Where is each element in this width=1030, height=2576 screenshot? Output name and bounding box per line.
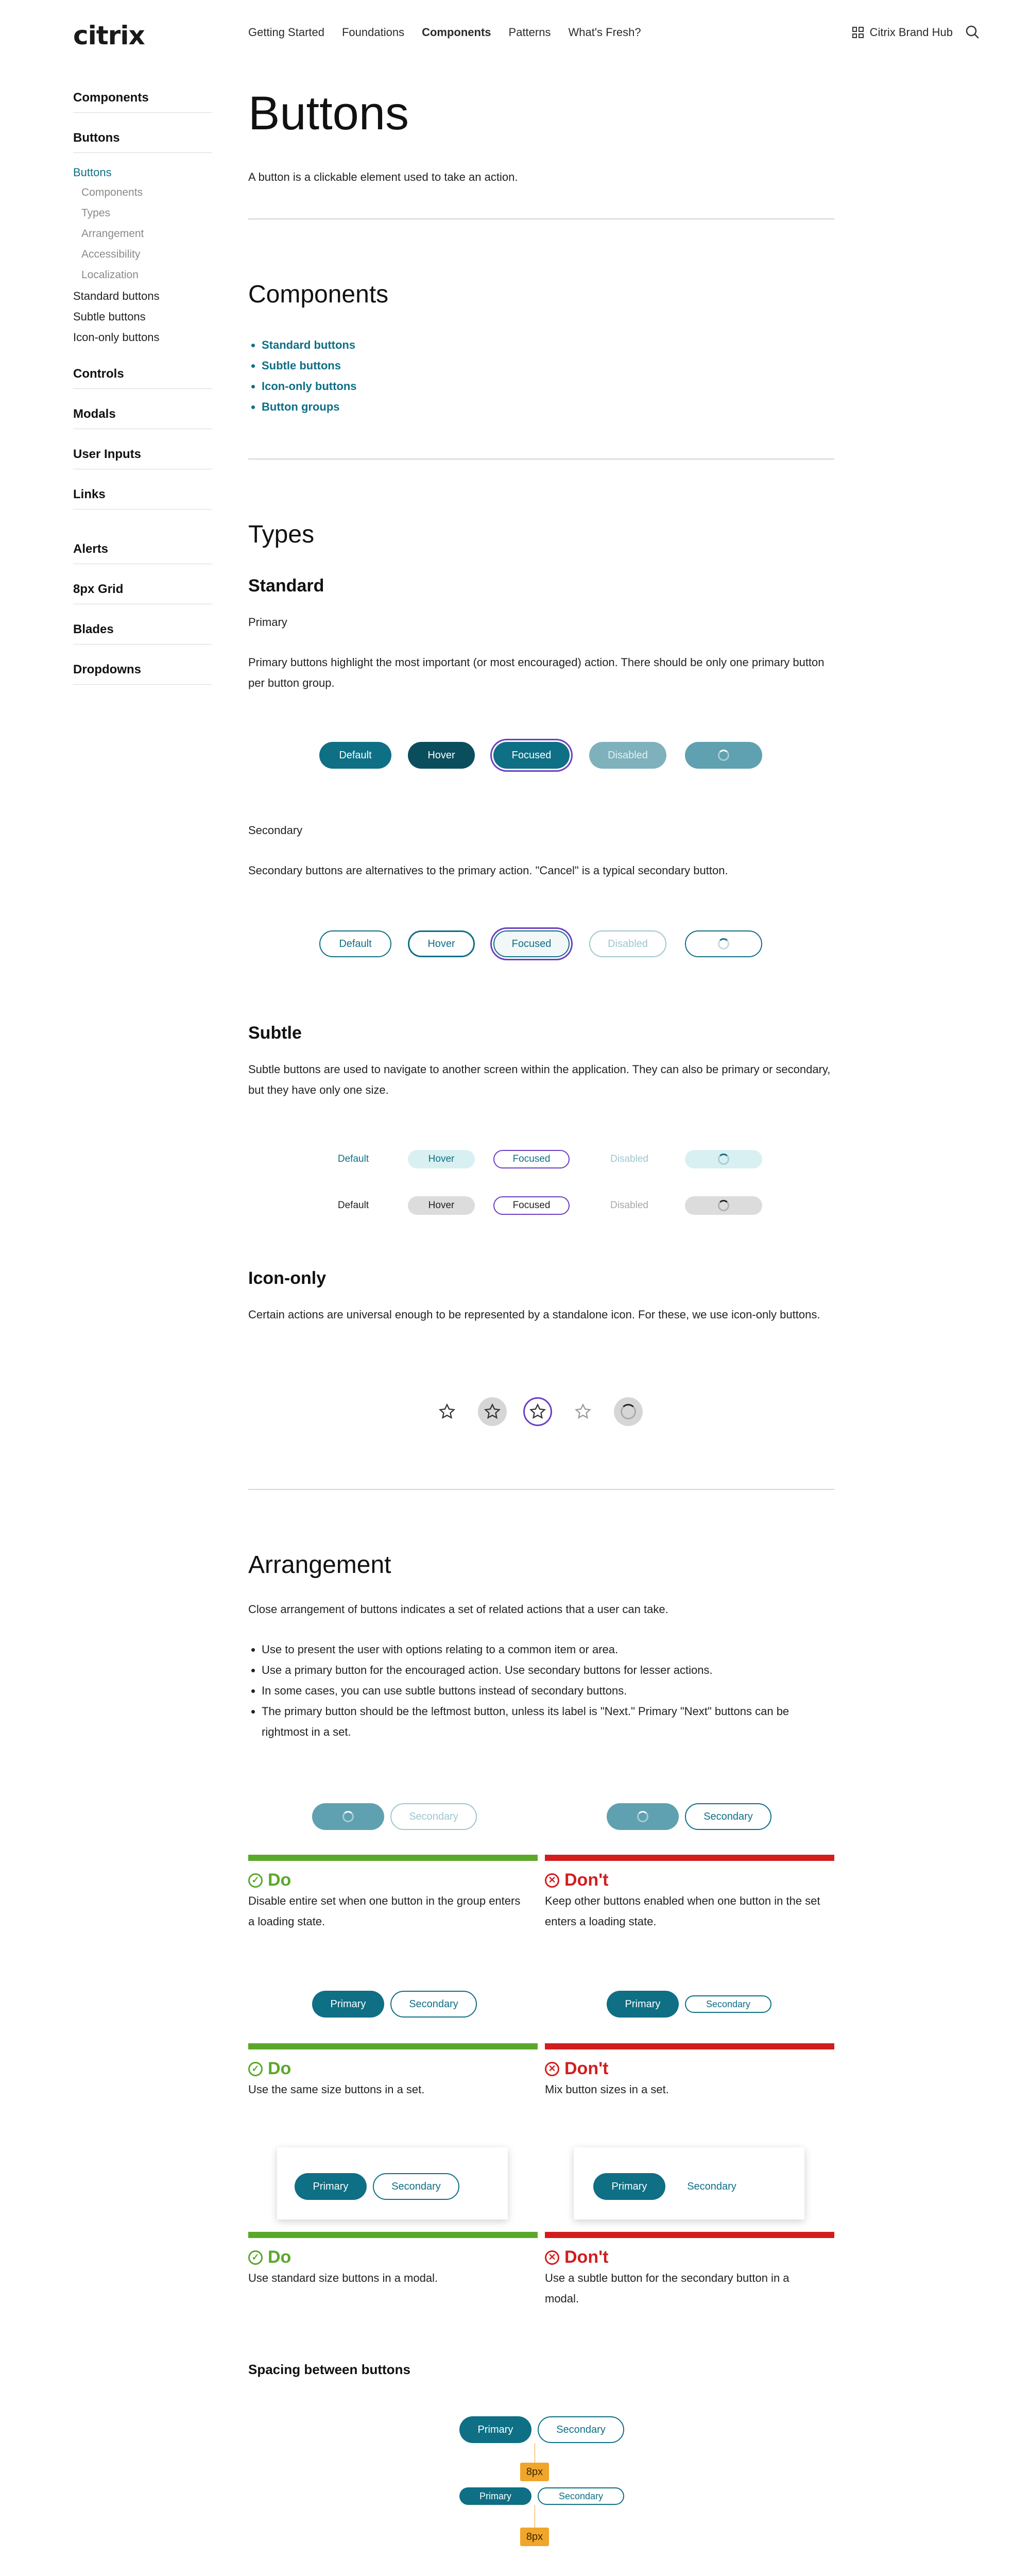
brand-hub-link[interactable] [852, 26, 953, 39]
dont-label: ✕ Don't [545, 2059, 609, 2079]
spacing-small-secondary-button[interactable]: Secondary [538, 2487, 624, 2505]
standard-heading: Standard [248, 576, 324, 596]
x-circle-icon: ✕ [545, 2250, 559, 2265]
divider [248, 1489, 834, 1490]
subtle-secondary-disabled-button: Disabled [610, 1200, 648, 1211]
modal-primary-button[interactable]: Primary [593, 2173, 665, 2200]
spacing-tag: 8px [520, 2528, 549, 2546]
subtle-primary-default-button[interactable]: Default [337, 1154, 369, 1164]
example-primary-button[interactable]: Primary [607, 1991, 679, 2018]
spacing-secondary-button[interactable]: Secondary [538, 2416, 624, 2443]
example-loading-primary-button [607, 1803, 679, 1830]
brand-hub-label: Citrix Brand Hub [869, 26, 953, 39]
sidebar-group-user-inputs[interactable]: User Inputs [73, 447, 212, 469]
search-icon[interactable] [965, 25, 980, 39]
secondary-focused-button[interactable]: Focused [493, 930, 570, 957]
primary-default-button[interactable]: Default [319, 742, 391, 769]
arrangement-bullet: • In some cases, you can use subtle buttons instead of secondary buttons. [262, 1681, 834, 1701]
check-circle-icon: ✓ [248, 1873, 263, 1888]
secondary-description: Secondary buttons are alternatives to the primary action. "Cancel" is a typical secondary button. [248, 864, 728, 877]
arrangement-intro: Close arrangement of buttons indicates a set of related actions that a user can take. [248, 1603, 668, 1616]
sidebar-sub-arrangement[interactable]: Arrangement [81, 228, 144, 240]
secondary-label: Secondary [248, 824, 303, 837]
primary-hover-button[interactable]: Hover [408, 742, 475, 769]
check-circle-icon: ✓ [248, 2250, 263, 2265]
sidebar-sub-components[interactable]: Components [81, 187, 143, 198]
do-label: ✓ Do [248, 1870, 291, 1890]
components-link-standard[interactable]: • Standard buttons [262, 335, 357, 355]
sidebar-group-modals[interactable]: Modals [73, 407, 212, 429]
icon-only-heading: Icon-only [248, 1268, 327, 1288]
do-label: ✓ Do [248, 2247, 291, 2267]
subtle-heading: Subtle [248, 1023, 302, 1043]
sidebar-group-buttons[interactable]: Buttons [73, 131, 212, 153]
loading-spinner-icon [342, 1811, 354, 1822]
loading-spinner-icon [718, 1154, 729, 1165]
primary-disabled-button: Disabled [589, 742, 666, 769]
star-icon [529, 1403, 546, 1420]
dont-text: Use a subtle button for the secondary button in a modal. [545, 2272, 789, 2305]
subtle-secondary-hover-button[interactable]: Hover [408, 1196, 475, 1215]
sidebar-sub-localization[interactable]: Localization [81, 269, 139, 281]
check-circle-icon: ✓ [248, 2062, 263, 2076]
do-text: Use standard size buttons in a modal. [248, 2272, 438, 2284]
sidebar-item-standard-buttons[interactable]: Standard buttons [73, 290, 160, 302]
do-text: Use the same size buttons in a set. [248, 2083, 425, 2096]
components-heading: Components [248, 281, 389, 308]
icon-button-default[interactable] [433, 1397, 461, 1426]
do-label: ✓ Do [248, 2059, 291, 2079]
loading-spinner-icon [637, 1811, 648, 1822]
dont-text: Keep other buttons enabled when one button in the set enters a loading state. [545, 1894, 820, 1928]
loading-spinner-icon [718, 938, 729, 950]
sidebar-item-subtle-buttons[interactable]: Subtle buttons [73, 310, 146, 323]
icon-button-focused[interactable] [523, 1397, 552, 1426]
sidebar-group-controls[interactable]: Controls [73, 367, 212, 389]
modal-secondary-button[interactable]: Secondary [373, 2173, 459, 2200]
primary-focused-button[interactable]: Focused [493, 742, 570, 769]
loading-spinner-icon [718, 1200, 729, 1211]
nav-getting-started[interactable]: Getting Started [248, 26, 324, 39]
primary-description: Primary buttons highlight the most important (or most encouraged) action. There should be only one primary button per button group. [248, 656, 825, 689]
example-secondary-button[interactable]: Secondary [390, 1991, 477, 2018]
sidebar-group-dropdowns[interactable]: Dropdowns [73, 663, 212, 685]
arrangement-heading: Arrangement [248, 1551, 391, 1579]
subtle-description: Subtle buttons are used to navigate to another screen within the application. They can also be primary or secondary, but they have only one size. [248, 1063, 831, 1096]
subtle-primary-focused-button[interactable]: Focused [493, 1150, 570, 1168]
loading-spinner-icon [621, 1404, 636, 1419]
spacing-small-primary-button[interactable]: Primary [459, 2487, 531, 2505]
do-text: Disable entire set when one button in the group enters a loading state. [248, 1894, 521, 1928]
do-bar [248, 2232, 538, 2238]
icon-button-disabled [569, 1397, 597, 1426]
divider [248, 218, 834, 219]
subtle-primary-loading-button [685, 1150, 762, 1168]
components-link-groups[interactable]: • Button groups [262, 397, 357, 417]
primary-label: Primary [248, 616, 287, 629]
sidebar-item-icon-only-buttons[interactable]: Icon-only buttons [73, 331, 160, 344]
dont-text: Mix button sizes in a set. [545, 2083, 669, 2096]
page-title: Buttons [248, 87, 409, 140]
nav-whats-fresh[interactable]: What's Fresh? [568, 26, 641, 39]
sidebar-group-alerts[interactable]: Alerts [73, 542, 212, 564]
spacing-tag: 8px [520, 2463, 549, 2481]
page-intro: A button is a clickable element used to take an action. [248, 171, 518, 183]
nav-components[interactable]: Components [422, 26, 491, 39]
dont-label: ✕ Don't [545, 2247, 609, 2267]
secondary-disabled-button: Disabled [589, 930, 666, 957]
spacing-heading: Spacing between buttons [248, 2362, 410, 2377]
sidebar-link-buttons[interactable]: Buttons [73, 166, 112, 179]
top-header [0, 0, 1030, 66]
example-small-secondary-button[interactable]: Secondary [685, 1995, 771, 2013]
arrangement-bullet: • Use a primary button for the encouraged action. Use secondary buttons for lesser actions. [262, 1660, 834, 1681]
subtle-secondary-focused-button[interactable]: Focused [493, 1196, 570, 1215]
nav-foundations[interactable]: Foundations [341, 26, 405, 39]
secondary-default-button[interactable]: Default [319, 930, 391, 957]
components-link-subtle[interactable]: • Subtle buttons [262, 355, 357, 376]
divider [248, 459, 834, 460]
arrangement-bullets [248, 1639, 834, 1742]
components-list [248, 335, 357, 417]
citrix-logo[interactable]: citrix [73, 21, 145, 50]
icon-button-loading [614, 1397, 643, 1426]
arrangement-bullet: • Use to present the user with options relating to a common item or area. [262, 1639, 834, 1660]
sidebar-sub-accessibility[interactable]: Accessibility [81, 248, 141, 260]
secondary-hover-button[interactable]: Hover [408, 930, 475, 957]
star-icon [438, 1403, 456, 1420]
primary-loading-button [685, 742, 762, 769]
grid-icon [852, 27, 864, 38]
example-primary-button[interactable]: Primary [312, 1991, 384, 2018]
example-enabled-secondary-button[interactable]: Secondary [685, 1803, 771, 1830]
x-circle-icon: ✕ [545, 1873, 559, 1888]
dont-bar [545, 2043, 834, 2049]
star-icon [484, 1403, 501, 1420]
spacing-primary-button[interactable]: Primary [459, 2416, 531, 2443]
do-bar [248, 1855, 538, 1861]
dont-bar [545, 1855, 834, 1861]
example-loading-primary-button [312, 1803, 384, 1830]
sidebar-group-blades[interactable]: Blades [73, 622, 212, 645]
sidebar-sub-types[interactable]: Types [81, 207, 111, 219]
example-disabled-secondary-button: Secondary [390, 1803, 477, 1830]
icon-button-hover[interactable] [478, 1397, 507, 1426]
do-bar [248, 2043, 538, 2049]
sidebar-group-links[interactable]: Links [73, 487, 212, 510]
dont-bar [545, 2232, 834, 2238]
modal-primary-button[interactable]: Primary [295, 2173, 367, 2200]
star-icon [574, 1403, 592, 1420]
arrangement-bullet: • The primary button should be the leftmost button, unless its label is "Next." Primary "Next" buttons can be rightmost in a set. [262, 1701, 834, 1742]
sidebar-group-components[interactable]: Components [73, 91, 212, 113]
subtle-secondary-default-button[interactable]: Default [337, 1200, 369, 1211]
subtle-secondary-loading-button [685, 1196, 762, 1215]
components-link-icon-only[interactable]: • Icon-only buttons [262, 376, 357, 397]
nav-patterns[interactable]: Patterns [508, 26, 551, 39]
subtle-primary-disabled-button: Disabled [610, 1154, 648, 1164]
dont-label: ✕ Don't [545, 1870, 609, 1890]
main-nav [248, 26, 641, 39]
modal-subtle-secondary-button[interactable]: Secondary [687, 2180, 736, 2192]
secondary-loading-button [685, 930, 762, 957]
types-heading: Types [248, 521, 315, 548]
sidebar-group-8px-grid[interactable]: 8px Grid [73, 582, 212, 604]
x-circle-icon: ✕ [545, 2062, 559, 2076]
loading-spinner-icon [718, 750, 729, 761]
icon-only-description: Certain actions are universal enough to be represented by a standalone icon. For these, we use icon-only buttons. [248, 1308, 820, 1321]
subtle-primary-hover-button[interactable]: Hover [408, 1150, 475, 1168]
